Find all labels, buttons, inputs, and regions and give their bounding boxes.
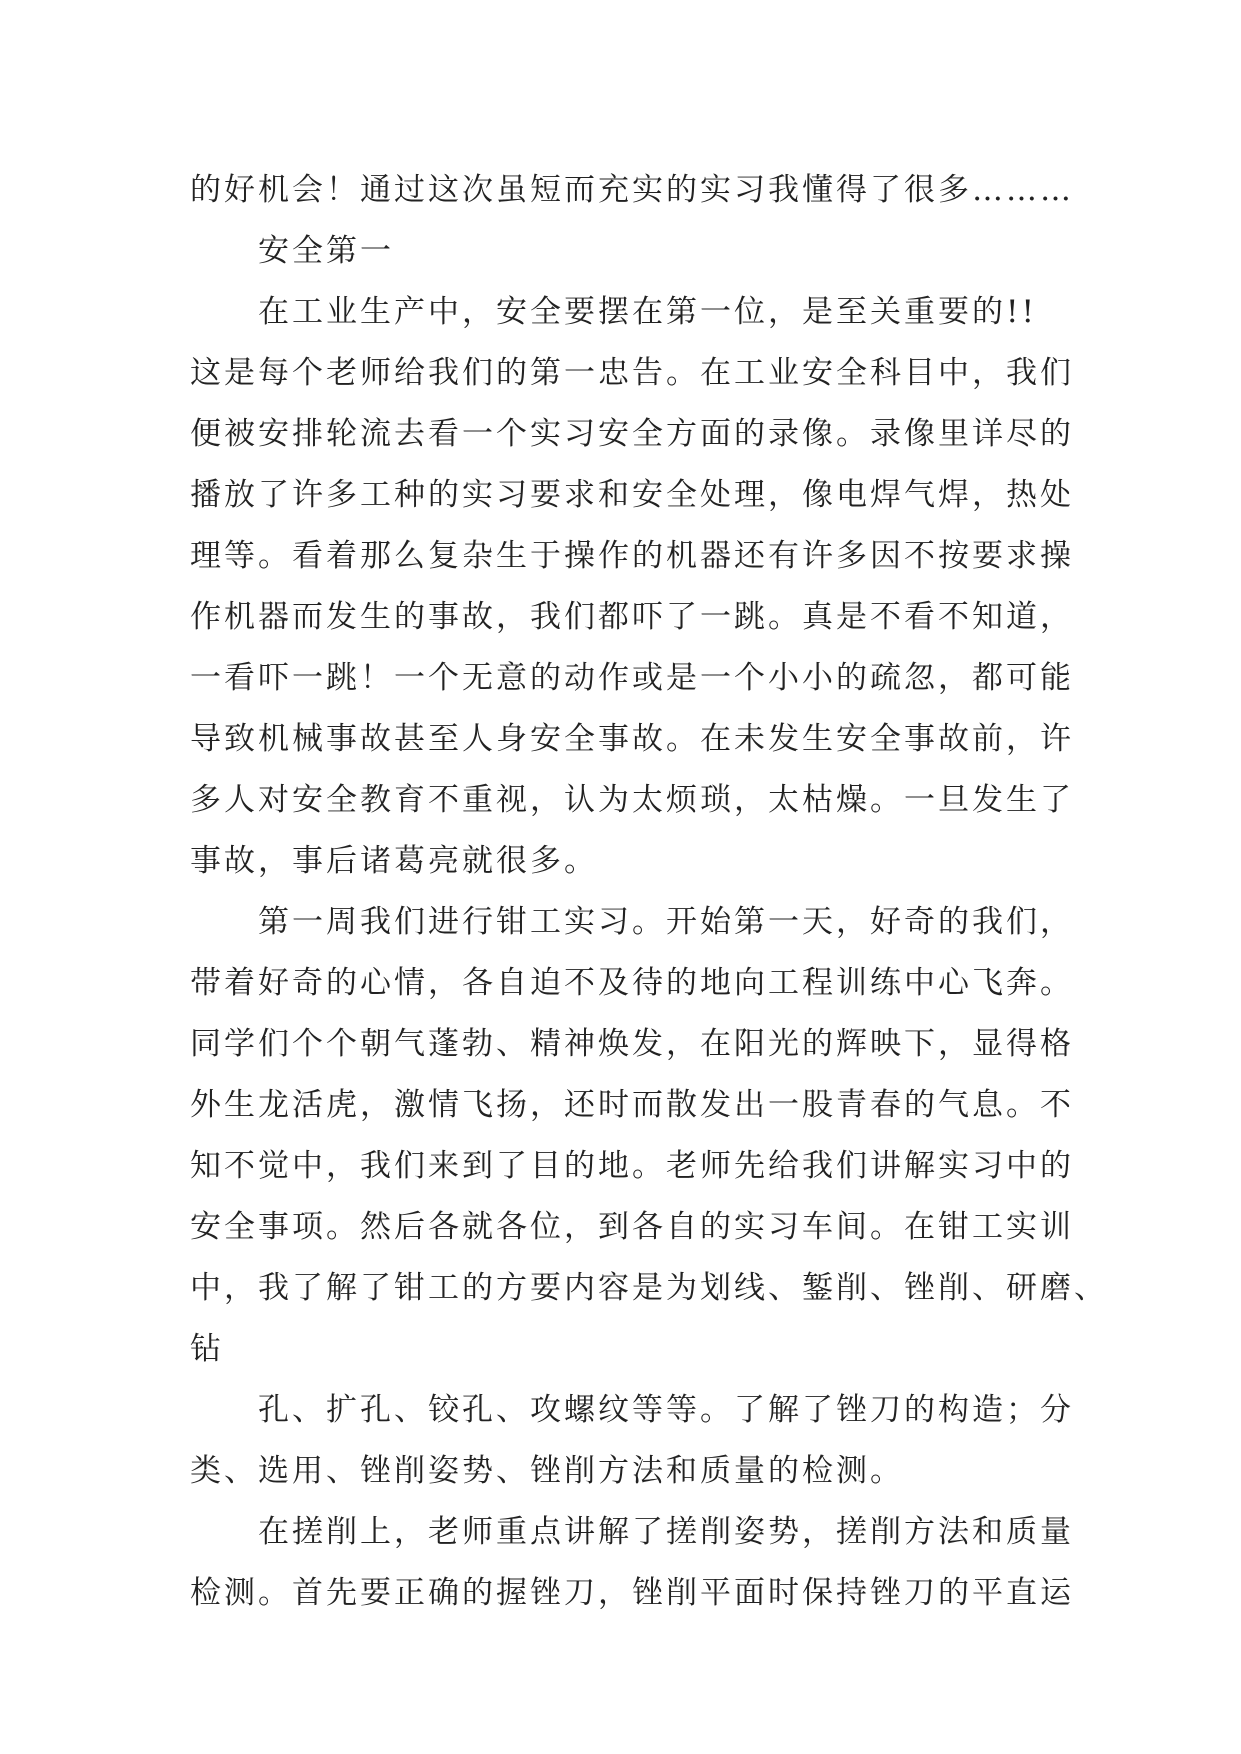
text-line: 播放了许多工种的实习要求和安全处理，像电焊气焊，热处 (190, 477, 1074, 513)
text-line: 在工业生产中，安全要摆在第一位，是至关重要的!! (258, 294, 1037, 330)
text-line: 类、选用、锉削姿势、锉削方法和质量的检测。 (190, 1453, 904, 1489)
text-line: 安全事项。然后各就各位，到各自的实习车间。在钳工实训 (190, 1209, 1074, 1245)
text-line: 检测。首先要正确的握锉刀，锉削平面时保持锉刀的平直运 (190, 1575, 1074, 1611)
text-line: 中，我了解了钳工的方要内容是为划线、錾削、锉削、研磨、 (190, 1270, 1108, 1306)
text-line: 一看吓一跳！一个无意的动作或是一个小小的疏忽，都可能 (190, 660, 1074, 696)
body-text (190, 160, 1108, 1624)
text-line: 外生龙活虎，激情飞扬，还时而散发出一股青春的气息。不 (190, 1087, 1074, 1123)
text-line: 便被安排轮流去看一个实习安全方面的录像。录像里详尽的 (190, 416, 1074, 452)
text-line: 带着好奇的心情，各自迫不及待的地向工程训练中心飞奔。 (190, 965, 1074, 1001)
text-line: 的好机会！通过这次虽短而充实的实习我懂得了很多……… (190, 172, 1074, 208)
text-line: 钻 (190, 1331, 224, 1367)
text-line: 知不觉中，我们来到了目的地。老师先给我们讲解实习中的 (190, 1148, 1074, 1184)
text-line: 多人对安全教育不重视，认为太烦琐，太枯燥。一旦发生了 (190, 782, 1074, 818)
text-line: 这是每个老师给我们的第一忠告。在工业安全科目中，我们 (190, 355, 1074, 391)
text-line: 事故，事后诸葛亮就很多。 (190, 843, 598, 879)
text-line: 孔、扩孔、铰孔、攻螺纹等等。了解了锉刀的构造；分 (258, 1392, 1074, 1428)
text-line: 第一周我们进行钳工实习。开始第一天，好奇的我们， (258, 904, 1074, 940)
text-line: 理等。看着那么复杂生于操作的机器还有许多因不按要求操 (190, 538, 1074, 574)
text-line: 在搓削上，老师重点讲解了搓削姿势，搓削方法和质量 (258, 1514, 1074, 1550)
section-heading-safety-first: 安全第一 (258, 233, 394, 269)
text-line: 同学们个个朝气蓬勃、精神焕发，在阳光的辉映下，显得格 (190, 1026, 1074, 1062)
text-line: 导致机械事故甚至人身安全事故。在未发生安全事故前，许 (190, 721, 1074, 757)
text-line: 作机器而发生的事故，我们都吓了一跳。真是不看不知道， (190, 599, 1074, 635)
